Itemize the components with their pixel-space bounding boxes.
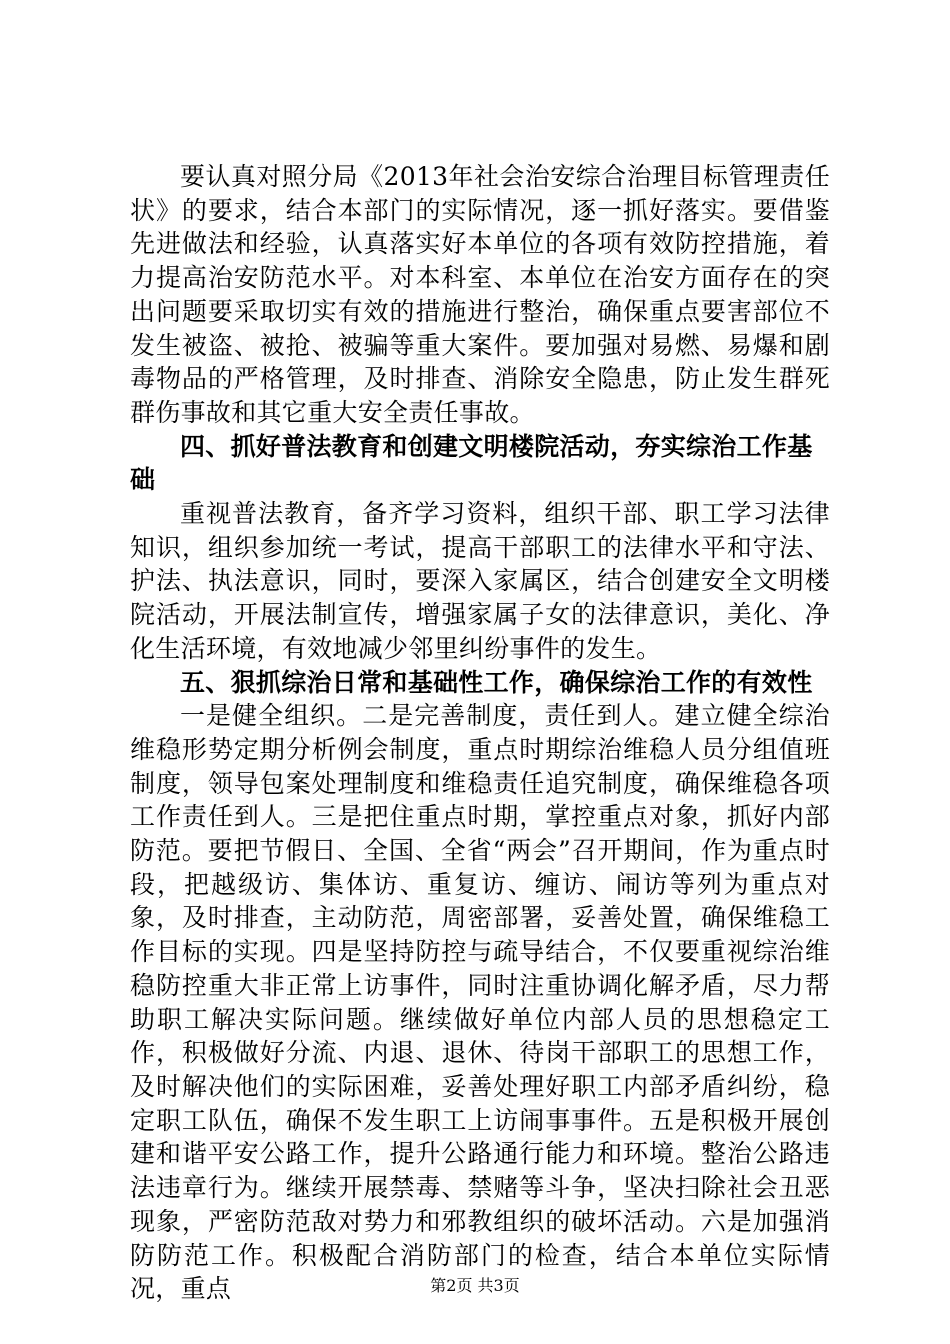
paragraph-legal-education: 重视普法教育，备齐学习资料，组织干部、职工学习法律知识，组织参加统一考试，提高干部职工的法律水平和守法、护法、执法意识，同时，要深入家属区，结合创建安全文明楼院活动，开展法制宣传，增强家属子女的法律意识，美化、净化生活环境，有效地减少邻里纠纷事件的发生。 <box>130 499 830 663</box>
section-heading-4: 四、抓好普法教育和创建文明楼院活动，夯实综治工作基础 <box>130 431 813 495</box>
page-number-footer: 第2页 共3页 <box>430 1276 520 1295</box>
section-heading-5: 五、狠抓综治日常和基础性工作，确保综治工作的有效性 <box>180 667 813 697</box>
document-body <box>130 160 830 1306</box>
paragraph-daily-work: 一是健全组织。二是完善制度，责任到人。建立健全综治维稳形势定期分析例会制度，重点时期综治维稳人员分组值班制度，领导包案处理制度和维稳责任追究制度，确保维稳各项工作责任到人。三是把住重点时期，掌控重点对象，抓好内部防范。要把节假日、全国、全省“两会”召开期间，作为重点时段，把越级访、集体访、重复访、缠访、闹访等列为重点对象，及时排查，主动防范，周密部署，妥善处置，确保维稳工作目标的实现。四是坚持防控与疏导结合，不仅要重视综治维稳防控重大非正常上访事件，同时注重协调化解矛盾，尽力帮助职工解决实际问题。继续做好单位内部人员的思想稳定工作，积极做好分流、内退、退休、待岗干部职工的思想工作，及时解决他们的实际困难，妥善处理好职工内部矛盾纠纷，稳定职工队伍，确保不发生职工上访闹事事件。五是积极开展创建和谐平安公路工作，提升公路通行能力和环境。整治公路违法违章行为。继续开展禁毒、禁赌等斗争，坚决扫除社会丑恶现象，严密防范敌对势力和邪教组织的破坏活动。六是加强消防防范工作。积极配合消防部门的检查，结合本单位实际情况，重点 <box>130 701 830 1304</box>
paragraph-safety-measures: 要认真对照分局《2013年社会治安综合治理目标管理责任状》的要求，结合本部门的实际情况，逐一抓好落实。要借鉴先进做法和经验，认真落实好本单位的各项有效防控措施，着力提高治安防范水平。对本科室、本单位在治安方面存在的突出问题要采取切实有效的措施进行整治，确保重点要害部位不发生被盗、被抢、被骗等重大案件。要加强对易燃、易爆和剧毒物品的严格管理，及时排查、消除安全隐患，防止发生群死群伤事故和其它重大安全责任事故。 <box>130 162 830 427</box>
